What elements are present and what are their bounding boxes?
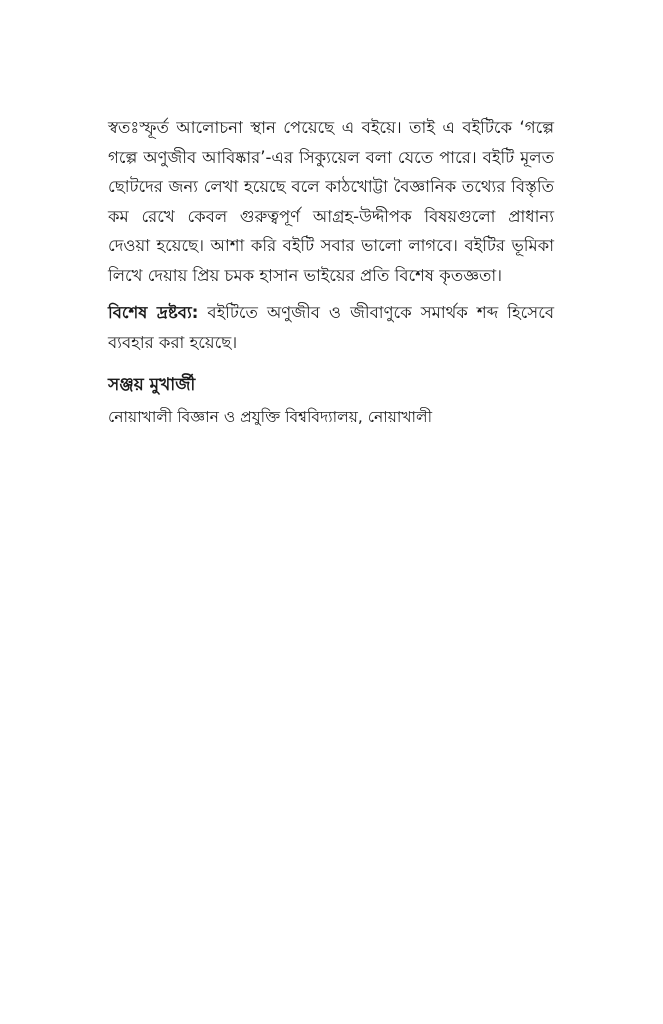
author-affiliation: নোয়াখালী বিজ্ঞান ও প্রযুক্তি বিশ্ববিদ্যালয়, নোয়াখালী — [108, 408, 433, 426]
author-name: সঞ্জয় মুখার্জী — [108, 375, 196, 395]
special-note-label: বিশেষ দ্রষ্টব্য: — [108, 303, 199, 322]
special-note-text: বইটিতে অণুজীব ও জীবাণুকে সমার্থক শব্দ হিসেবে ব্যবহার করা হয়েছে। — [108, 303, 555, 352]
document-page — [108, 113, 554, 431]
signature-block — [108, 371, 554, 431]
special-note — [108, 298, 554, 357]
body-paragraph: স্বতঃস্ফূর্ত আলোচনা স্থান পেয়েছে এ বইয়ে। তাই এ বইটিকে ‘গল্পে গল্পে অণুজীব আবিষ্কার’-এর সিক্যুয়েল বলা যেতে পারে। বইটি মূলত ছোটদের জন্য লেখা হয়েছে বলে কাঠখোট্টা বৈজ্ঞানিক তথ্যের বিস্তৃতি কম রেখে কেবল গুরুত্বপূর্ণ আগ্রহ-উদ্দীপক বিষয়গুলো প্রাধান্য দেওয়া হয়েছে। আশা করি বইটি সবার ভালো লাগবে। বইটির ভূমিকা লিখে দেয়ায় প্রিয় চমক হাসান ভাইয়ের প্রতি বিশেষ কৃতজ্ঞতা। — [108, 118, 554, 285]
